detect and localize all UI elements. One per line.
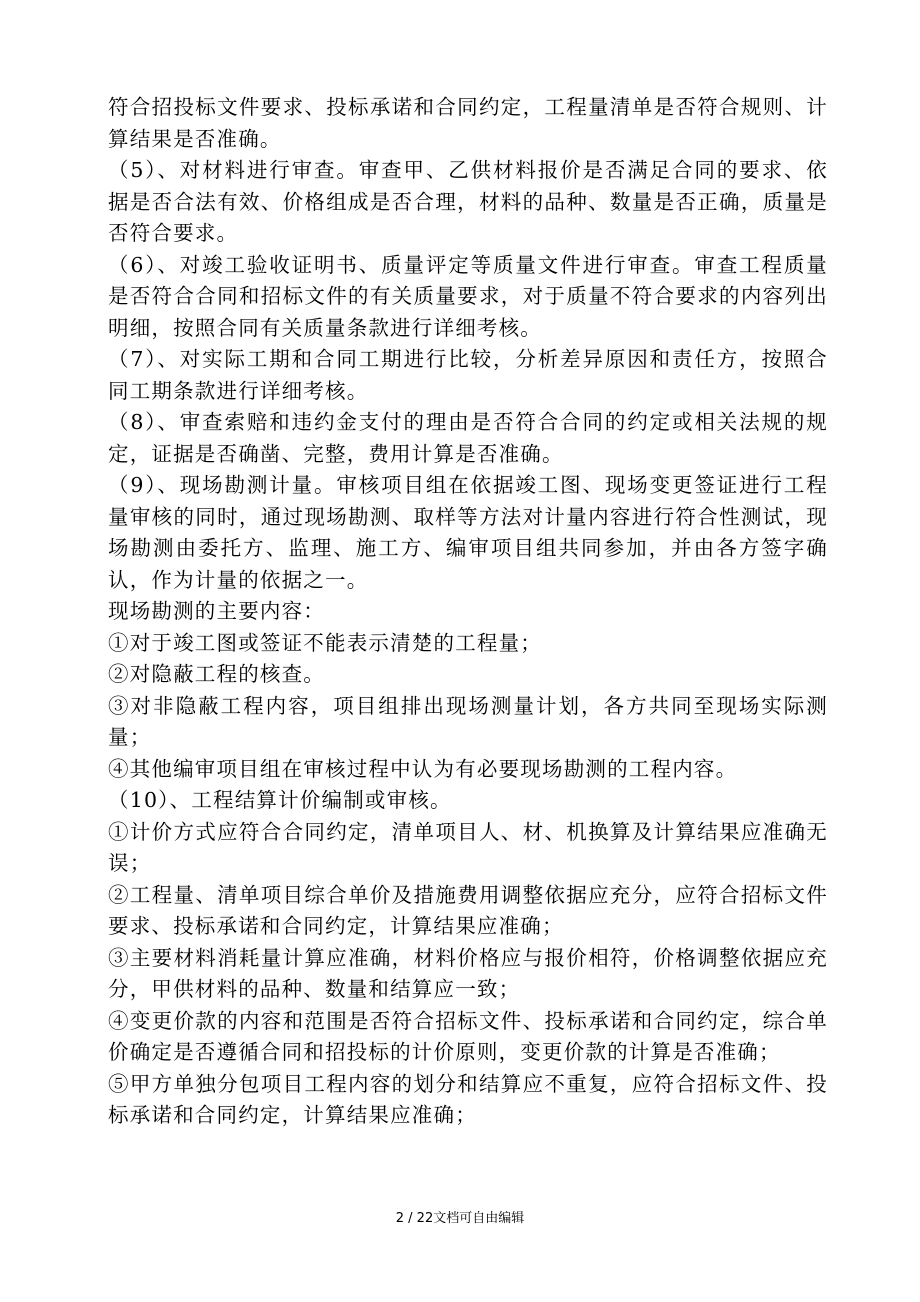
- paragraph-1: 符合招投标文件要求、投标承诺和合同约定，工程量清单是否符合规则、计算结果是否准确。: [108, 95, 828, 151]
- list-item: ①计价方式应符合合同约定，清单项目人、材、机换算及计算结果应准确无误；: [108, 819, 828, 875]
- list-item: ③主要材料消耗量计算应准确，材料价格应与报价相符，价格调整依据应充分，甲供材料的品种、数量和结算应一致；: [108, 945, 828, 1001]
- paragraph-5: （8）、审查索赔和违约金支付的理由是否符合合同的约定或相关法规的规定，证据是否确凿、完整，费用计算是否准确。: [108, 410, 828, 466]
- page-footer: 2 / 22文档可自由编辑: [395, 1211, 525, 1226]
- list-item: ①对于竣工图或签证不能表示清楚的工程量；: [108, 630, 542, 655]
- list-item: ④其他编审项目组在审核过程中认为有必要现场勘测的工程内容。: [108, 756, 738, 781]
- paragraph-10: （10）、工程结算计价编制或审核。: [108, 788, 452, 812]
- list-item: ⑤甲方单独分包项目工程内容的划分和结算应不重复，应符合招标文件、投标承诺和合同约定，计算结果应准确；: [108, 1071, 828, 1127]
- paragraph-4: （7）、对实际工期和合同工期进行比较，分析差异原因和责任方，按照合同工期条款进行详细考核。: [108, 347, 828, 403]
- list-item: ④变更价款的内容和范围是否符合招标文件、投标承诺和合同约定，综合单价确定是否遵循合同和招投标的计价原则，变更价款的计算是否准确；: [108, 1008, 828, 1064]
- paragraph-3: （6）、对竣工验收证明书、质量评定等质量文件进行审查。审查工程质量是否符合合同和招标文件的有关质量要求，对于质量不符合要求的内容列出明细，按照合同有关质量条款进行详细考核。: [108, 252, 828, 340]
- section-heading: 现场勘测的主要内容：: [108, 599, 325, 623]
- list-item: ②对隐蔽工程的核查。: [108, 662, 325, 686]
- paragraph-6: （9）、现场勘测计量。审核项目组在依据竣工图、现场变更签证进行工程量审核的同时，通过现场勘测、取样等方法对计量内容进行符合性测试，现场勘测由委托方、监理、施工方、编审项目组共同参加，并由各方签字确认，作为计量的依据之一。: [108, 473, 828, 592]
- document-body: [108, 92, 828, 1132]
- list-item: ③对非隐蔽工程内容，项目组排出现场测量计划，各方共同至现场实际测量；: [108, 693, 828, 749]
- paragraph-2: （5）、对材料进行审查。审查甲、乙供材料报价是否满足合同的要求、依据是否合法有效、价格组成是否合理，材料的品种、数量是否正确，质量是否符合要求。: [108, 158, 828, 245]
- list-item: ②工程量、清单项目综合单价及措施费用调整依据应充分，应符合招标文件要求、投标承诺和合同约定，计算结果应准确；: [108, 882, 828, 938]
